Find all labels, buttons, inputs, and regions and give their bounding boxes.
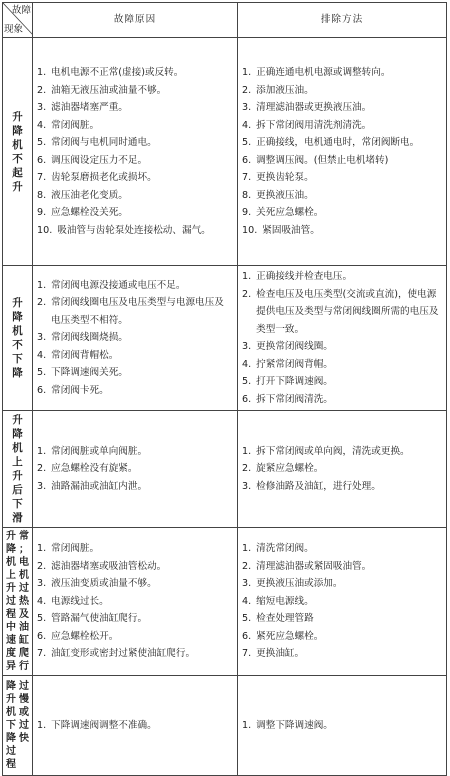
item-number: 3. xyxy=(242,578,252,590)
header-phenomenon xyxy=(3,3,33,38)
item-number: 4. xyxy=(37,595,47,607)
item-number: 9. xyxy=(37,207,47,218)
item-number: 4. xyxy=(37,119,47,131)
item-number: 3. xyxy=(37,332,47,344)
list-item xyxy=(37,478,233,496)
item-number: 3. xyxy=(37,480,47,492)
list-item xyxy=(37,364,233,382)
item-number: 5. xyxy=(242,376,252,387)
item-text: 常闭阀电源没接通或电压不足。 xyxy=(51,279,186,291)
item-text: 滤油器堵塞或吸油管松动。 xyxy=(51,560,167,572)
list-item xyxy=(37,169,233,187)
item-text: 关死应急螺栓。 xyxy=(256,207,324,218)
item-number: 7. xyxy=(242,648,252,660)
phenomenon-column: 升 降 机 上 升 后 下 滑 xyxy=(12,414,23,524)
item-text: 应急螺栓松开。 xyxy=(51,630,119,642)
item-number: 6. xyxy=(242,154,252,166)
item-text: 常闭阀脏。 xyxy=(51,119,100,131)
list-item xyxy=(242,593,442,611)
item-number: 6. xyxy=(37,384,47,396)
list-item xyxy=(242,268,442,286)
item-text: 应急螺栓没关死。 xyxy=(51,207,128,218)
item-number: 5. xyxy=(242,137,252,148)
cause-cell xyxy=(33,38,238,266)
item-number: 2. xyxy=(242,560,252,572)
item-number: 1. xyxy=(37,543,47,555)
item-number: 10. xyxy=(37,224,53,236)
item-text: 电机电源不正常(虚接)或反转。 xyxy=(51,67,184,78)
item-number: 1. xyxy=(242,67,252,78)
item-text: 拆下常闭阀清洗。 xyxy=(256,393,333,405)
item-text: 正确连通电机电源或调整转向。 xyxy=(256,67,391,78)
list-item xyxy=(37,382,233,400)
item-text: 正确接线并检查电压。 xyxy=(256,271,353,282)
item-number: 1. xyxy=(242,445,252,457)
list-item xyxy=(242,645,442,663)
list-item xyxy=(242,575,442,593)
item-number: 7. xyxy=(37,172,47,183)
list-item xyxy=(242,628,442,646)
list-item xyxy=(37,277,233,295)
item-text: 正确接线，电机通电时，常闭阀断电。 xyxy=(256,137,420,148)
item-text: 液压油变质或油量不够。 xyxy=(51,578,157,590)
item-text: 电源线过长。 xyxy=(51,595,109,607)
list-item xyxy=(242,169,442,187)
remedy-cell xyxy=(238,676,447,776)
item-text: 油箱无液压油或油量不够。 xyxy=(51,84,167,96)
item-text: 齿轮泵磨损老化或损坏。 xyxy=(51,172,157,183)
item-text: 液压油老化变质。 xyxy=(51,189,128,201)
list-item xyxy=(37,294,233,329)
item-number: 8. xyxy=(37,189,47,201)
item-number: 2. xyxy=(37,463,47,475)
item-text: 下降调速阀关死。 xyxy=(51,367,128,379)
list-item xyxy=(37,329,233,347)
remedy-cell xyxy=(238,411,447,528)
list-item xyxy=(37,610,233,628)
item-number: 5. xyxy=(37,613,47,625)
item-text: 紧死应急螺栓。 xyxy=(256,630,324,642)
item-number: 2. xyxy=(37,84,47,96)
item-text: 管路漏气使油缸爬行。 xyxy=(51,613,148,625)
item-number: 2. xyxy=(242,288,252,300)
item-text: 吸油管与齿轮泵处连接松动、漏气。 xyxy=(57,224,211,236)
phenomenon-column: 常 ； 电 机 过 热 及 油 缸 爬 行 xyxy=(19,531,29,672)
item-number: 4. xyxy=(242,119,252,131)
list-item xyxy=(242,460,442,478)
list-item xyxy=(242,222,442,240)
item-number: 1. xyxy=(37,279,47,291)
list-item xyxy=(37,134,233,152)
item-number: 6. xyxy=(37,154,47,166)
list-item xyxy=(37,152,233,170)
item-text: 调整调压阀。(但禁止电机堵转) xyxy=(256,154,389,166)
list-item xyxy=(37,717,233,735)
item-number: 3. xyxy=(37,102,47,113)
item-text: 旋紧应急螺栓。 xyxy=(256,463,324,475)
cause-cell xyxy=(33,528,238,676)
item-text: 缩短电源线。 xyxy=(256,595,314,607)
list-item xyxy=(242,64,442,82)
phenomenon-cell xyxy=(3,528,33,676)
list-item xyxy=(37,540,233,558)
item-text: 打开下降调速阀。 xyxy=(256,376,333,387)
item-text: 油缸变形或密封过紧使油缸爬行。 xyxy=(51,648,196,660)
list-item xyxy=(37,117,233,135)
item-text: 滤油器堵塞严重。 xyxy=(51,102,128,113)
table-row xyxy=(3,411,447,528)
list-item xyxy=(242,152,442,170)
item-text: 调压阀设定压力不足。 xyxy=(51,154,148,166)
remedy-cell xyxy=(238,38,447,266)
item-number: 7. xyxy=(37,648,47,660)
list-item xyxy=(242,540,442,558)
item-number: 1. xyxy=(37,445,47,457)
item-text: 检查电压及电压类型(交流或直流)，使电源提供电压及类型与常闭阀线圈所需的电压及类型一致。 xyxy=(256,288,439,335)
header-phenomenon-bottom: 现象 xyxy=(4,24,24,35)
item-text: 更换常闭阀线圈。 xyxy=(256,341,333,352)
item-number: 5. xyxy=(242,613,252,625)
list-item xyxy=(242,717,442,735)
item-text: 常闭阀与电机同时通电。 xyxy=(51,137,157,148)
item-number: 4. xyxy=(242,358,252,370)
item-text: 油路漏油或油缸内泄。 xyxy=(51,480,148,492)
item-number: 3. xyxy=(242,341,252,352)
header-cause: 故障原因 xyxy=(33,3,238,38)
list-item xyxy=(37,593,233,611)
list-item xyxy=(37,558,233,576)
item-text: 调整下降调速阀。 xyxy=(256,719,333,731)
list-item xyxy=(242,558,442,576)
item-text: 下降调速阀调整不准确。 xyxy=(51,719,157,731)
item-number: 3. xyxy=(37,578,47,590)
item-number: 8. xyxy=(242,189,252,201)
list-item xyxy=(37,187,233,205)
list-item xyxy=(37,575,233,593)
item-number: 6. xyxy=(242,393,252,405)
item-number: 1. xyxy=(37,719,47,731)
list-item xyxy=(242,99,442,117)
item-number: 2. xyxy=(242,463,252,475)
table-row xyxy=(3,266,447,411)
item-text: 常闭阀脏。 xyxy=(51,543,100,555)
list-item xyxy=(37,645,233,663)
list-item xyxy=(37,222,233,240)
list-item xyxy=(37,460,233,478)
item-text: 更换油缸。 xyxy=(256,648,305,660)
phenomenon-column: 过 慢 或 过 快 xyxy=(19,681,29,744)
list-item xyxy=(242,610,442,628)
item-text: 拆下常闭阀或单向阀，清洗或更换。 xyxy=(256,445,410,457)
item-number: 4. xyxy=(37,349,47,361)
item-number: 9. xyxy=(242,207,252,218)
remedy-cell xyxy=(238,266,447,411)
item-text: 拧紧常闭阀背帽。 xyxy=(256,358,333,370)
item-text: 常闭阀卡死。 xyxy=(51,384,109,396)
list-item xyxy=(242,82,442,100)
phenomenon-cell xyxy=(3,676,33,776)
table-row xyxy=(3,38,447,266)
list-item xyxy=(242,391,442,409)
list-item xyxy=(37,204,233,222)
item-number: 5. xyxy=(37,367,47,379)
item-text: 清理滤油器或更换液压油。 xyxy=(256,102,372,113)
item-text: 清洗常闭阀。 xyxy=(256,543,314,555)
list-item xyxy=(37,628,233,646)
fault-table xyxy=(2,2,447,776)
phenomenon-column: 升 降 机 不 起 升 xyxy=(12,110,23,193)
list-item xyxy=(37,443,233,461)
item-number: 7. xyxy=(242,172,252,183)
cause-cell xyxy=(33,676,238,776)
list-item xyxy=(37,99,233,117)
item-text: 常闭阀线圈烧损。 xyxy=(51,332,128,344)
list-item xyxy=(37,347,233,365)
list-item xyxy=(242,187,442,205)
cause-cell xyxy=(33,411,238,528)
phenomenon-cell xyxy=(3,38,33,266)
item-text: 常闭阀线圈电压及电压类型与电源电压及电压类型不相符。 xyxy=(51,297,224,326)
header-remedy: 排除方法 xyxy=(238,3,447,38)
item-number: 1. xyxy=(37,67,47,78)
list-item xyxy=(242,204,442,222)
item-number: 6. xyxy=(37,630,47,642)
header-phenomenon-top: 故障 xyxy=(11,5,31,16)
list-item xyxy=(242,286,442,339)
list-item xyxy=(242,117,442,135)
item-text: 常闭阀脏或单向阀脏。 xyxy=(51,445,148,457)
list-item xyxy=(242,338,442,356)
phenomenon-cell xyxy=(3,266,33,411)
item-number: 3. xyxy=(242,480,252,492)
item-number: 2. xyxy=(37,560,47,572)
table-row xyxy=(3,528,447,676)
list-item xyxy=(242,134,442,152)
list-item xyxy=(242,373,442,391)
item-number: 4. xyxy=(242,595,252,607)
list-item xyxy=(37,64,233,82)
item-text: 检查处理管路 xyxy=(256,613,314,625)
item-number: 1. xyxy=(242,543,252,555)
remedy-cell xyxy=(238,528,447,676)
item-number: 3. xyxy=(242,102,252,113)
item-text: 更换液压油。 xyxy=(256,189,314,201)
item-number: 5. xyxy=(37,137,47,148)
list-item xyxy=(242,478,442,496)
header-row xyxy=(3,3,447,38)
item-number: 2. xyxy=(242,84,252,96)
phenomenon-column: 升 降 机 上 升 过 程 中 速 度 异 xyxy=(6,531,16,672)
list-item xyxy=(242,356,442,374)
cause-cell xyxy=(33,266,238,411)
item-text: 更换齿轮泵。 xyxy=(256,172,314,183)
item-text: 常闭阀背帽松。 xyxy=(51,349,119,361)
table-row xyxy=(3,676,447,776)
item-text: 紧固吸油管。 xyxy=(262,224,320,236)
item-text: 添加液压油。 xyxy=(256,84,314,96)
item-text: 应急螺栓没有旋紧。 xyxy=(51,463,138,475)
item-text: 更换液压油或添加。 xyxy=(256,578,343,590)
item-number: 1. xyxy=(242,719,252,731)
item-number: 6. xyxy=(242,630,252,642)
item-number: 10. xyxy=(242,224,258,236)
item-text: 清理滤油器或紧固吸油管。 xyxy=(256,560,372,572)
item-number: 2. xyxy=(37,297,47,309)
phenomenon-column: 降 升 机 下 降 过 程 xyxy=(6,681,16,770)
list-item xyxy=(37,82,233,100)
item-text: 拆下常闭阀用清洗剂清洗。 xyxy=(256,119,372,131)
item-text: 检修油路及油缸，进行处理。 xyxy=(256,480,381,492)
phenomenon-column: 升 降 机 不 下 降 xyxy=(12,297,23,379)
list-item xyxy=(242,443,442,461)
item-number: 1. xyxy=(242,271,252,282)
phenomenon-cell xyxy=(3,411,33,528)
